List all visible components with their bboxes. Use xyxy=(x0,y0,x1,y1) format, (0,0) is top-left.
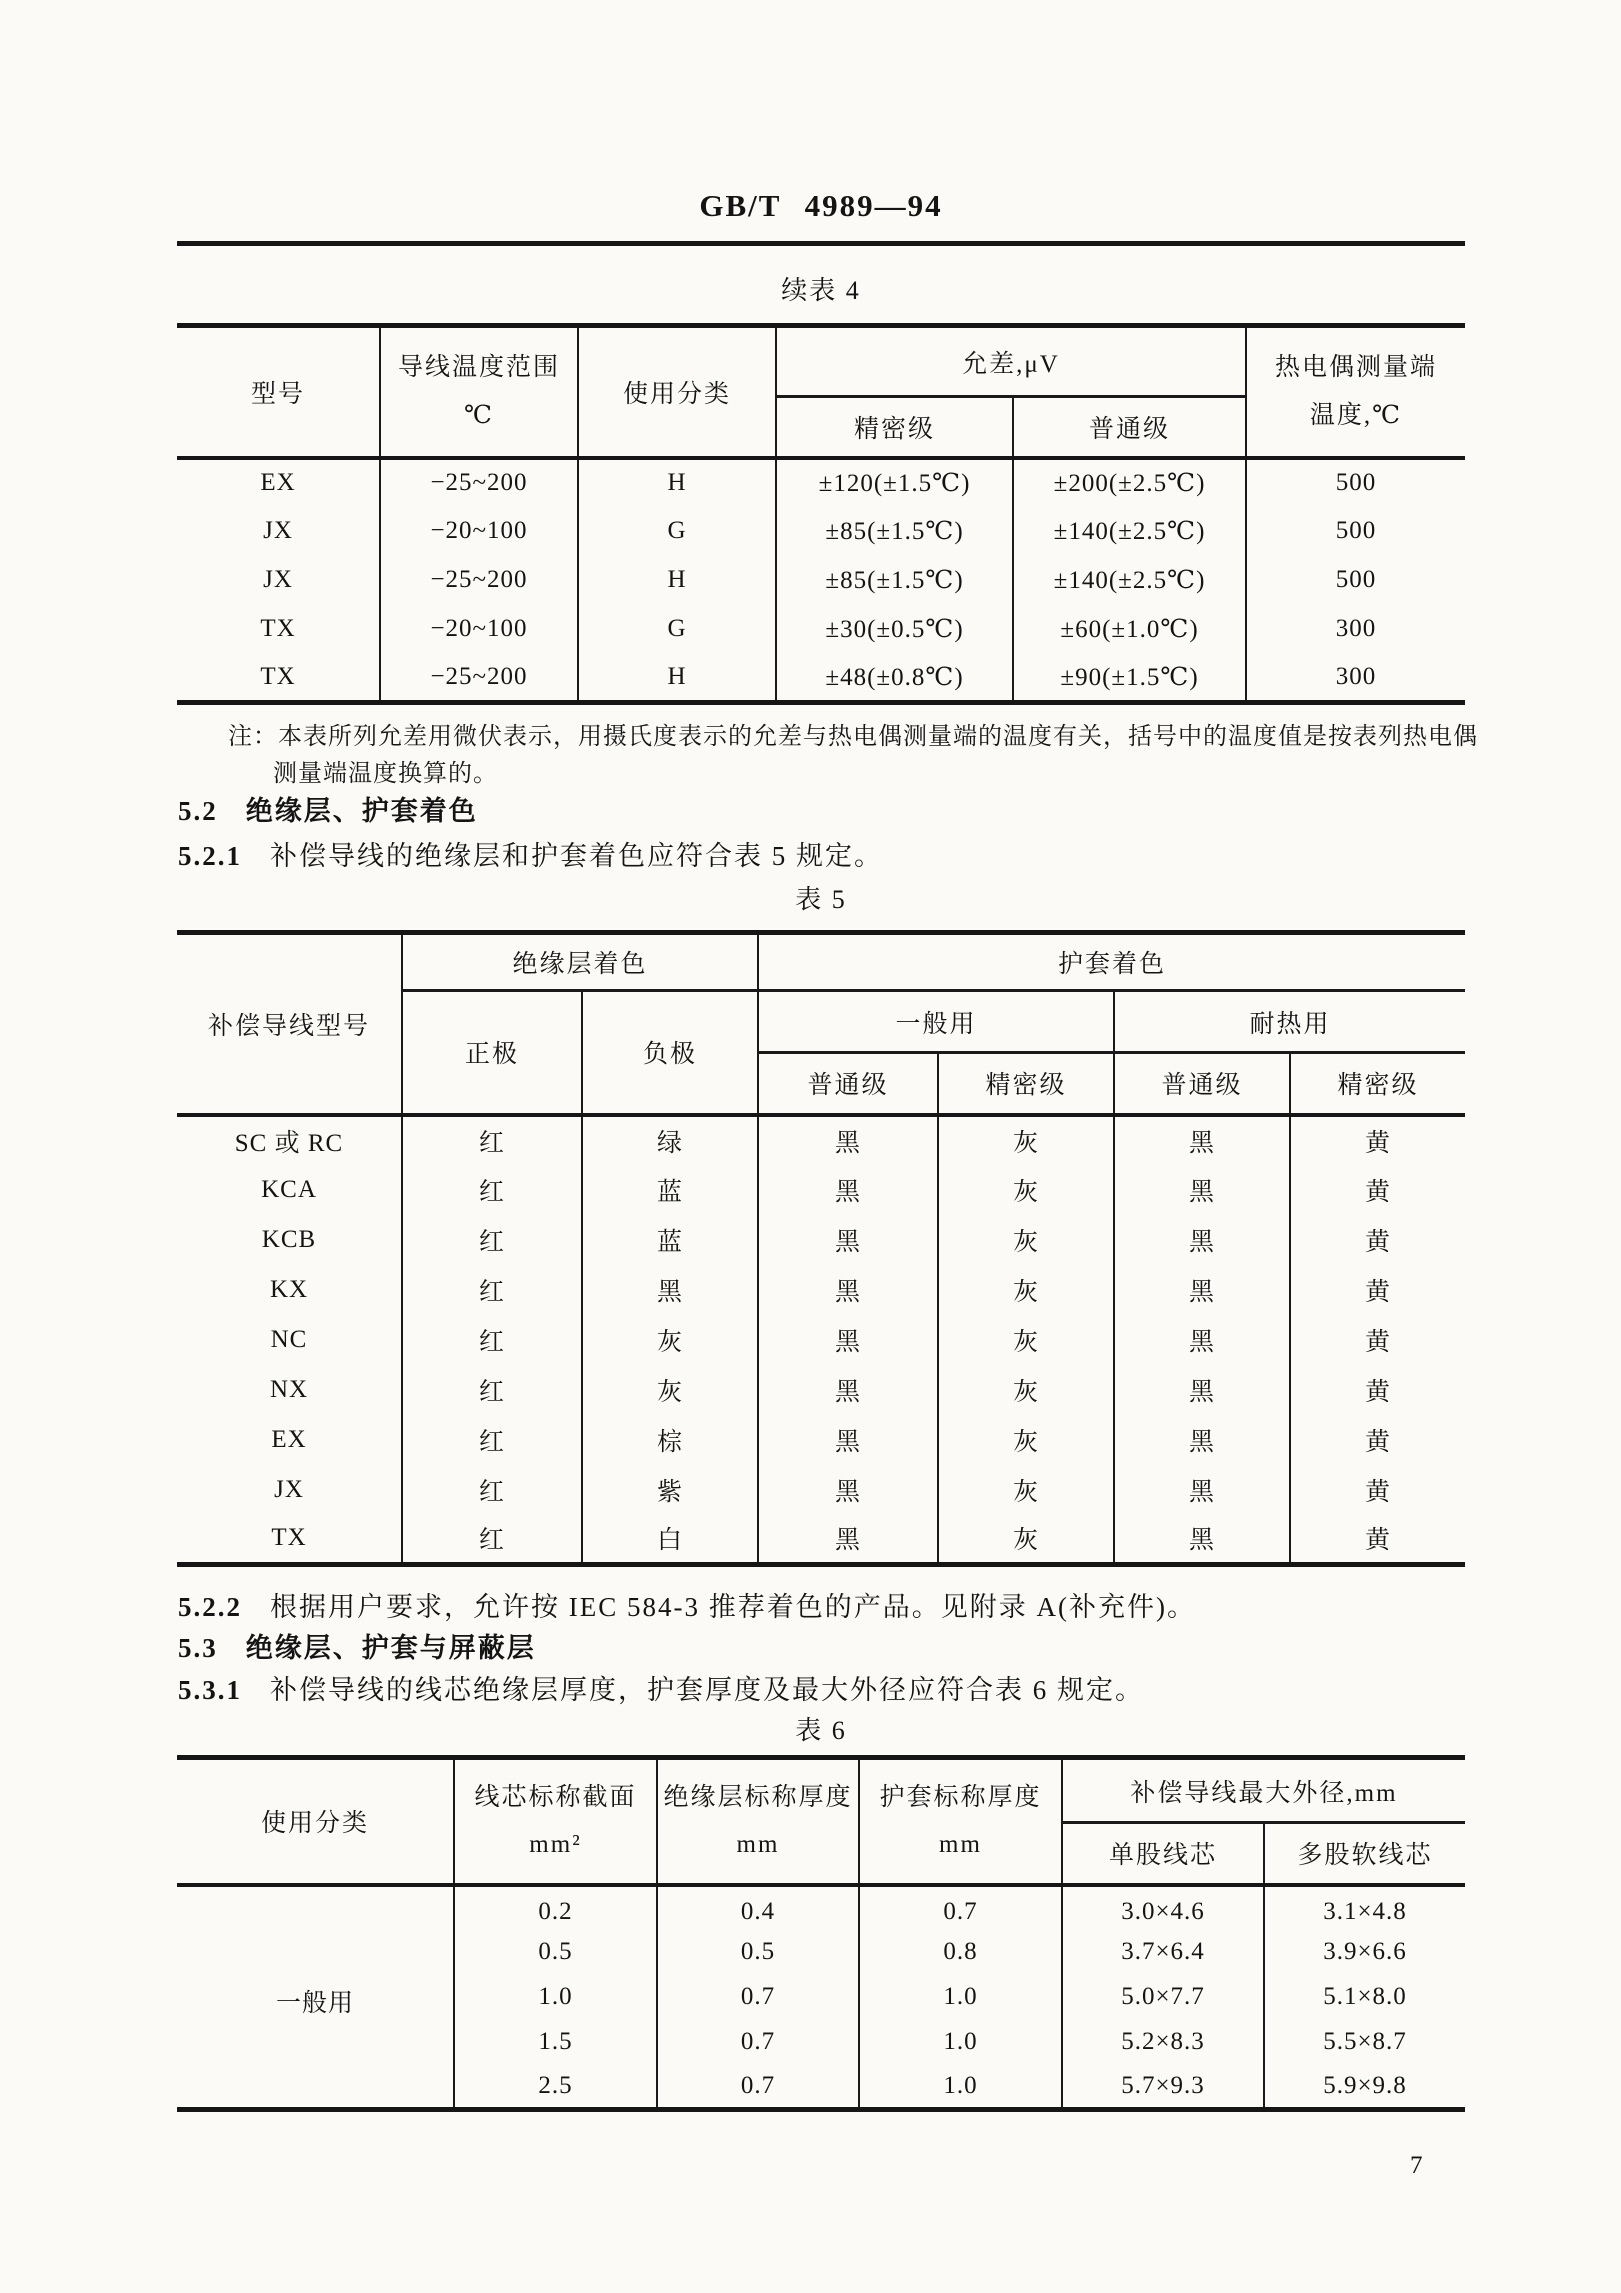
table-row xyxy=(177,1515,1465,1565)
table-cell: H xyxy=(578,458,776,507)
table-cell: 1.0 xyxy=(859,1975,1062,2020)
col-header-insulation-thickness xyxy=(657,1758,859,1885)
col-header-temp-range-line1: 导线温度范围 xyxy=(397,354,560,382)
table-cell: 红 xyxy=(402,1465,582,1515)
table-cell: 黑 xyxy=(758,1215,938,1265)
table-cell: 0.7 xyxy=(657,1975,859,2020)
section-heading-5-2 xyxy=(178,789,478,828)
col-header-heat-resistant-use: 耐热用 xyxy=(1114,991,1465,1053)
col-header-precision-grade: 精密级 xyxy=(776,397,1013,458)
table-row xyxy=(177,605,1465,654)
table-cell: 5.7×9.3 xyxy=(1062,2065,1264,2110)
header-rule xyxy=(177,241,1465,246)
table-cell: 蓝 xyxy=(582,1165,758,1215)
col-header-insulation-thickness-line2: mm xyxy=(736,1831,780,1859)
table-cell: TX xyxy=(177,654,380,703)
table-row xyxy=(177,1465,1465,1515)
section-heading-5-3 xyxy=(178,1626,536,1665)
table-cell: 1.0 xyxy=(454,1975,657,2020)
table-cell: 黑 xyxy=(758,1165,938,1215)
table-cell: 黄 xyxy=(1290,1515,1465,1565)
table-cell: ±140(±2.5℃) xyxy=(1013,507,1246,556)
table-row xyxy=(177,556,1465,605)
table-cell: 灰 xyxy=(582,1315,758,1365)
table-row xyxy=(177,507,1465,556)
table5-caption: 表 5 xyxy=(795,885,847,914)
table-cell: 0.7 xyxy=(657,2065,859,2110)
table-cell: KCA xyxy=(177,1165,402,1215)
table-cell: KX xyxy=(177,1265,402,1315)
table-cell: 黑 xyxy=(1114,1365,1290,1415)
table-cell: 黑 xyxy=(1114,1415,1290,1465)
table-cell: 黑 xyxy=(1114,1115,1290,1165)
table-cell: 3.7×6.4 xyxy=(1062,1930,1264,1975)
table-row xyxy=(177,458,1465,507)
table5-coloring xyxy=(177,930,1465,1567)
table-cell: EX xyxy=(177,1415,402,1465)
usage-class-label: 一般用 xyxy=(177,1885,454,2110)
table-row xyxy=(177,1365,1465,1415)
table-cell: ±140(±2.5℃) xyxy=(1013,556,1246,605)
col-header-temp-range-line2: ℃ xyxy=(464,401,494,429)
table-cell: 3.1×4.8 xyxy=(1264,1885,1465,1930)
table4-tolerance xyxy=(177,323,1465,705)
col-header-cross-section xyxy=(454,1758,657,1885)
section-heading-5-2-1 xyxy=(178,834,883,873)
col-header-ordinary-grade: 普通级 xyxy=(1013,397,1246,458)
table-cell: 灰 xyxy=(582,1365,758,1415)
section-text: 补偿导线的绝缘层和护套着色应符合表 5 规定。 xyxy=(270,841,883,871)
table-cell: ±120(±1.5℃) xyxy=(776,458,1013,507)
section-number: 5.2.2 xyxy=(178,1592,242,1622)
table-cell: JX xyxy=(177,556,380,605)
table-row xyxy=(177,1215,1465,1265)
table-row xyxy=(177,1115,1465,1165)
table-cell: 灰 xyxy=(938,1465,1114,1515)
section-number: 5.2 xyxy=(178,796,218,826)
table-cell: 300 xyxy=(1246,654,1465,703)
table-cell: 黑 xyxy=(758,1465,938,1515)
col-header-max-outer-diameter: 补偿导线最大外径,mm xyxy=(1062,1758,1465,1823)
table-cell: ±90(±1.5℃) xyxy=(1013,654,1246,703)
table-cell: 灰 xyxy=(938,1215,1114,1265)
table-cell: 红 xyxy=(402,1165,582,1215)
table-cell: 0.2 xyxy=(454,1885,657,1930)
col-header-multi-core: 多股软线芯 xyxy=(1264,1823,1465,1885)
standard-number: GB/T 4989—94 xyxy=(699,188,943,223)
table-cell: 黄 xyxy=(1290,1115,1465,1165)
table-cell: 红 xyxy=(402,1315,582,1365)
table-cell: 白 xyxy=(582,1515,758,1565)
table-cell: 2.5 xyxy=(454,2065,657,2110)
table-cell: 棕 xyxy=(582,1415,758,1465)
table-cell: 0.5 xyxy=(657,1930,859,1975)
table-cell: 黑 xyxy=(758,1265,938,1315)
col-header-general-use: 一般用 xyxy=(758,991,1114,1053)
table-row xyxy=(177,1885,1465,1930)
table-cell: 0.7 xyxy=(859,1885,1062,1930)
table-cell: 0.8 xyxy=(859,1930,1062,1975)
table-cell: 黄 xyxy=(1290,1365,1465,1415)
table-cell: TX xyxy=(177,605,380,654)
table4-note-line2: 测量端温度换算的。 xyxy=(273,761,498,787)
table-cell: 0.7 xyxy=(657,2020,859,2065)
table-cell: 黑 xyxy=(1114,1215,1290,1265)
table-row xyxy=(177,1315,1465,1365)
table-cell: 5.9×9.8 xyxy=(1264,2065,1465,2110)
table6-header-row-1 xyxy=(177,1758,1465,1823)
table-cell: 黄 xyxy=(1290,1315,1465,1365)
table-cell: 5.0×7.7 xyxy=(1062,1975,1264,2020)
table-cell: NC xyxy=(177,1315,402,1365)
table-cell: 黑 xyxy=(758,1115,938,1165)
table-cell: 500 xyxy=(1246,458,1465,507)
col-header-model: 型号 xyxy=(177,326,380,458)
table-cell: EX xyxy=(177,458,380,507)
table4-header-row-1 xyxy=(177,326,1465,397)
col-header-junction-temp-line2: 温度,℃ xyxy=(1309,401,1403,429)
table-cell: 5.1×8.0 xyxy=(1264,1975,1465,2020)
col-header-sheath-color: 护套着色 xyxy=(758,933,1465,991)
table-cell: ±85(±1.5℃) xyxy=(776,507,1013,556)
table-row xyxy=(177,1265,1465,1315)
table4-caption: 续表 4 xyxy=(781,276,861,305)
table-cell: 黑 xyxy=(758,1315,938,1365)
table-cell: 黑 xyxy=(758,1515,938,1565)
section-title: 绝缘层、护套与屏蔽层 xyxy=(245,1633,536,1663)
table-cell: 3.9×6.6 xyxy=(1264,1930,1465,1975)
table-cell: 500 xyxy=(1246,507,1465,556)
table6-caption: 表 6 xyxy=(795,1716,847,1745)
table-cell: −25~200 xyxy=(380,556,578,605)
col-header-insulation-color: 绝缘层着色 xyxy=(402,933,758,991)
section-text: 补偿导线的线芯绝缘层厚度，护套厚度及最大外径应符合表 6 规定。 xyxy=(270,1675,1144,1705)
table-cell: H xyxy=(578,654,776,703)
col-header-cross-section-line1: 线芯标称截面 xyxy=(474,1783,637,1811)
col-header-junction-temp xyxy=(1246,326,1465,458)
col-header-temp-range xyxy=(380,326,578,458)
section-heading-5-3-1 xyxy=(178,1668,1144,1707)
col-header-precision-grade: 精密级 xyxy=(938,1053,1114,1115)
table-cell: −25~200 xyxy=(380,654,578,703)
col-header-cross-section-line2: mm² xyxy=(529,1831,582,1859)
section-number: 5.3 xyxy=(178,1633,218,1663)
table5-header-row-1 xyxy=(177,933,1465,991)
table-cell: H xyxy=(578,556,776,605)
table-cell: 300 xyxy=(1246,605,1465,654)
col-header-precision-grade: 精密级 xyxy=(1290,1053,1465,1115)
table-cell: 红 xyxy=(402,1215,582,1265)
table-cell: 0.4 xyxy=(657,1885,859,1930)
section-text: 根据用户要求，允许按 IEC 584-3 推荐着色的产品。见附录 A(补充件)。 xyxy=(270,1592,1196,1622)
table-cell: 黑 xyxy=(1114,1315,1290,1365)
table-cell: 1.5 xyxy=(454,2020,657,2065)
col-header-sheath-thickness-line2: mm xyxy=(939,1831,982,1859)
col-header-ordinary-grade: 普通级 xyxy=(1114,1053,1290,1115)
table-cell: 灰 xyxy=(938,1365,1114,1415)
table-row xyxy=(177,1165,1465,1215)
section-title: 绝缘层、护套着色 xyxy=(245,796,478,826)
col-header-sheath-thickness-line1: 护套标称厚度 xyxy=(879,1783,1042,1811)
col-header-usage-class: 使用分类 xyxy=(177,1758,454,1885)
table-cell: 黑 xyxy=(582,1265,758,1315)
table-cell: KCB xyxy=(177,1215,402,1265)
table-cell: −25~200 xyxy=(380,458,578,507)
table-cell: 3.0×4.6 xyxy=(1062,1885,1264,1930)
table-cell: 灰 xyxy=(938,1515,1114,1565)
table-cell: 黑 xyxy=(1114,1515,1290,1565)
table-cell: ±48(±0.8℃) xyxy=(776,654,1013,703)
table-cell: 灰 xyxy=(938,1415,1114,1465)
table-cell: 1.0 xyxy=(859,2065,1062,2110)
table-cell: JX xyxy=(177,1465,402,1515)
table-cell: 5.5×8.7 xyxy=(1264,2020,1465,2065)
table-cell: 红 xyxy=(402,1265,582,1315)
table-cell: 红 xyxy=(402,1115,582,1165)
table-cell: 灰 xyxy=(938,1115,1114,1165)
table-cell: ±85(±1.5℃) xyxy=(776,556,1013,605)
col-header-insulation-thickness-line1: 绝缘层标称厚度 xyxy=(663,1783,853,1811)
table-cell: 黄 xyxy=(1290,1215,1465,1265)
table-cell: 5.2×8.3 xyxy=(1062,2020,1264,2065)
table-cell: 黄 xyxy=(1290,1265,1465,1315)
table-cell: 灰 xyxy=(938,1265,1114,1315)
table-cell: 红 xyxy=(402,1365,582,1415)
table-cell: 绿 xyxy=(582,1115,758,1165)
section-number: 5.2.1 xyxy=(178,841,242,871)
section-number: 5.3.1 xyxy=(178,1675,242,1705)
table-cell: 黄 xyxy=(1290,1165,1465,1215)
table-cell: SC 或 RC xyxy=(177,1115,402,1165)
table-cell: 黑 xyxy=(1114,1265,1290,1315)
table-cell: 黑 xyxy=(1114,1165,1290,1215)
table-cell: ±30(±0.5℃) xyxy=(776,605,1013,654)
table-cell: NX xyxy=(177,1365,402,1415)
table-cell: ±60(±1.0℃) xyxy=(1013,605,1246,654)
col-header-usage-class: 使用分类 xyxy=(578,326,776,458)
col-header-positive: 正极 xyxy=(402,991,582,1115)
table-cell: 黄 xyxy=(1290,1415,1465,1465)
table-cell: 黑 xyxy=(758,1365,938,1415)
table-cell: G xyxy=(578,507,776,556)
table-cell: 黑 xyxy=(1114,1465,1290,1515)
table-cell: 500 xyxy=(1246,556,1465,605)
table-row xyxy=(177,1415,1465,1465)
table-cell: 0.5 xyxy=(454,1930,657,1975)
page-number: 7 xyxy=(1410,2152,1423,2179)
col-header-wire-model: 补偿导线型号 xyxy=(177,933,402,1115)
col-header-single-core: 单股线芯 xyxy=(1062,1823,1264,1885)
col-header-negative: 负极 xyxy=(582,991,758,1115)
section-heading-5-2-2 xyxy=(178,1585,1196,1624)
table-cell: 灰 xyxy=(938,1165,1114,1215)
col-header-sheath-thickness xyxy=(859,1758,1062,1885)
table-cell: −20~100 xyxy=(380,507,578,556)
table-cell: 紫 xyxy=(582,1465,758,1515)
table-cell: 黑 xyxy=(758,1415,938,1465)
table-cell: 黄 xyxy=(1290,1465,1465,1515)
table-cell: TX xyxy=(177,1515,402,1565)
table-cell: JX xyxy=(177,507,380,556)
table-cell: −20~100 xyxy=(380,605,578,654)
table-cell: 灰 xyxy=(938,1315,1114,1365)
col-header-ordinary-grade: 普通级 xyxy=(758,1053,938,1115)
table6-dimensions xyxy=(177,1755,1465,2112)
col-header-tolerance: 允差,μV xyxy=(776,326,1246,397)
table-cell: 红 xyxy=(402,1515,582,1565)
table-row xyxy=(177,654,1465,703)
table-cell: ±200(±2.5℃) xyxy=(1013,458,1246,507)
table-cell: 蓝 xyxy=(582,1215,758,1265)
table-cell: 红 xyxy=(402,1415,582,1465)
table-cell: G xyxy=(578,605,776,654)
table4-note-line1: 注：本表所列允差用微伏表示，用摄氏度表示的允差与热电偶测量端的温度有关，括号中的温度值是按表列热电偶 xyxy=(228,724,1478,750)
col-header-junction-temp-line1: 热电偶测量端 xyxy=(1274,354,1437,382)
table-cell: 1.0 xyxy=(859,2020,1062,2065)
